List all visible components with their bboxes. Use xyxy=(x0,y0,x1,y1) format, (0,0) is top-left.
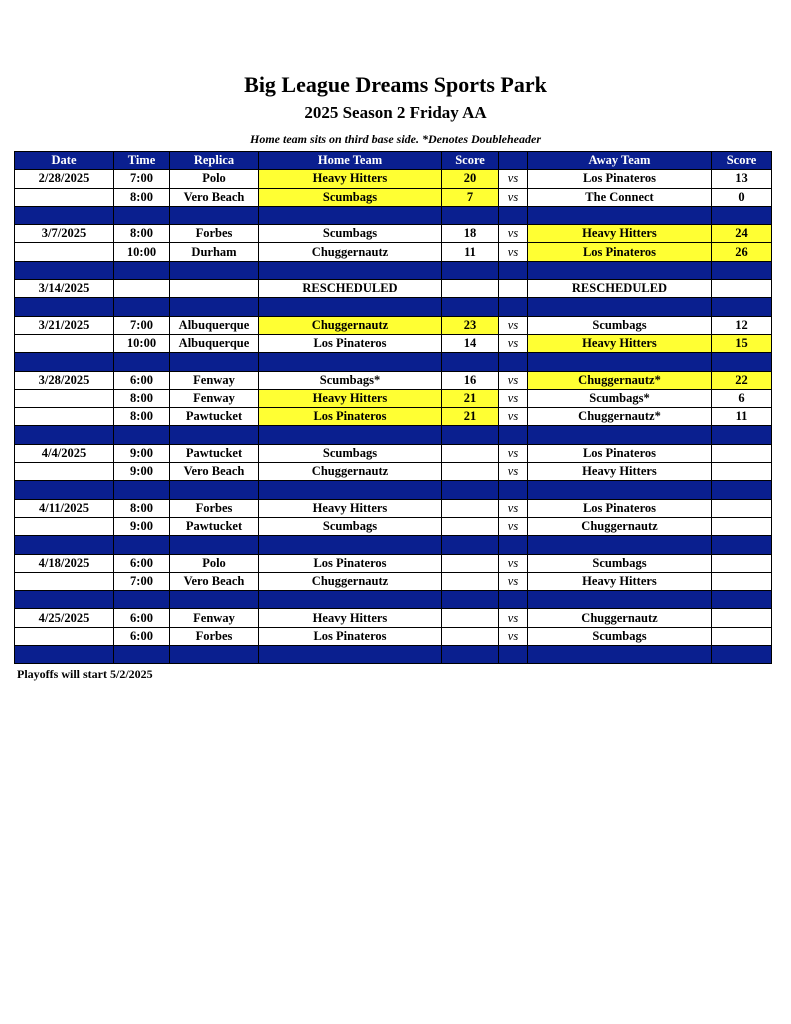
table-row xyxy=(15,572,772,590)
cell-replica: Fenway xyxy=(170,389,259,407)
cell-replica: Albuquerque xyxy=(170,334,259,352)
cell-away-score: 26 xyxy=(712,243,772,261)
separator-cell xyxy=(442,206,499,224)
cell-vs: vs xyxy=(499,188,528,206)
cell-home-score xyxy=(442,280,499,298)
separator-cell xyxy=(712,353,772,371)
separator-cell xyxy=(442,261,499,279)
cell-home-score: 18 xyxy=(442,225,499,243)
separator-cell xyxy=(15,536,114,554)
cell-time: 8:00 xyxy=(114,499,170,517)
cell-vs: vs xyxy=(499,334,528,352)
cell-away-score xyxy=(712,280,772,298)
cell-away-score: 6 xyxy=(712,389,772,407)
table-row xyxy=(15,170,772,188)
cell-vs: vs xyxy=(499,389,528,407)
separator-cell xyxy=(170,353,259,371)
cell-away-team: Los Pinateros xyxy=(528,499,712,517)
col-date: Date xyxy=(15,152,114,170)
separator-cell xyxy=(170,536,259,554)
separator-cell xyxy=(15,646,114,664)
cell-date: 3/14/2025 xyxy=(15,280,114,298)
cell-home-team: RESCHEDULED xyxy=(259,280,442,298)
cell-time: 8:00 xyxy=(114,188,170,206)
cell-home-score xyxy=(442,554,499,572)
cell-time: 9:00 xyxy=(114,444,170,462)
cell-replica: Albuquerque xyxy=(170,316,259,334)
cell-time: 10:00 xyxy=(114,334,170,352)
separator-cell xyxy=(170,298,259,316)
table-row xyxy=(15,389,772,407)
cell-vs: vs xyxy=(499,572,528,590)
col-time: Time xyxy=(114,152,170,170)
separator-cell xyxy=(114,646,170,664)
separator-cell xyxy=(528,591,712,609)
cell-away-team: Chuggernautz* xyxy=(528,408,712,426)
schedule-table xyxy=(14,151,772,664)
cell-replica: Vero Beach xyxy=(170,572,259,590)
separator-row xyxy=(15,426,772,444)
cell-away-score xyxy=(712,572,772,590)
cell-away-team: Scumbags* xyxy=(528,389,712,407)
table-row xyxy=(15,408,772,426)
cell-away-score xyxy=(712,444,772,462)
cell-date: 3/7/2025 xyxy=(15,225,114,243)
separator-cell xyxy=(170,261,259,279)
separator-row xyxy=(15,646,772,664)
separator-cell xyxy=(170,426,259,444)
separator-cell xyxy=(15,591,114,609)
cell-away-score xyxy=(712,609,772,627)
cell-vs: vs xyxy=(499,316,528,334)
table-row xyxy=(15,609,772,627)
separator-cell xyxy=(259,481,442,499)
separator-cell xyxy=(114,536,170,554)
cell-date xyxy=(15,188,114,206)
cell-away-team: Heavy Hitters xyxy=(528,225,712,243)
playoffs-note: Playoffs will start 5/2/2025 xyxy=(17,667,153,681)
cell-time: 8:00 xyxy=(114,408,170,426)
separator-cell xyxy=(528,353,712,371)
cell-away-team: Los Pinateros xyxy=(528,170,712,188)
cell-vs: vs xyxy=(499,554,528,572)
separator-cell xyxy=(259,426,442,444)
separator-cell xyxy=(712,591,772,609)
cell-replica: Forbes xyxy=(170,499,259,517)
table-row xyxy=(15,243,772,261)
cell-home-team: Los Pinateros xyxy=(259,627,442,645)
cell-away-team: Scumbags xyxy=(528,554,712,572)
separator-row xyxy=(15,206,772,224)
cell-replica: Fenway xyxy=(170,609,259,627)
separator-cell xyxy=(259,591,442,609)
cell-home-team: Scumbags xyxy=(259,517,442,535)
separator-cell xyxy=(442,481,499,499)
cell-away-team: Chuggernautz xyxy=(528,517,712,535)
cell-time: 8:00 xyxy=(114,389,170,407)
separator-cell xyxy=(15,261,114,279)
separator-cell xyxy=(499,298,528,316)
cell-away-score xyxy=(712,499,772,517)
col-home-score: Score xyxy=(442,152,499,170)
cell-home-team: Chuggernautz xyxy=(259,572,442,590)
separator-cell xyxy=(712,426,772,444)
separator-cell xyxy=(170,481,259,499)
cell-replica: Polo xyxy=(170,554,259,572)
cell-replica: Vero Beach xyxy=(170,463,259,481)
cell-date xyxy=(15,408,114,426)
cell-away-team: Heavy Hitters xyxy=(528,572,712,590)
cell-vs: vs xyxy=(499,225,528,243)
cell-home-team: Chuggernautz xyxy=(259,316,442,334)
cell-home-score xyxy=(442,572,499,590)
table-row xyxy=(15,627,772,645)
cell-replica: Vero Beach xyxy=(170,188,259,206)
col-replica: Replica xyxy=(170,152,259,170)
cell-home-team: Heavy Hitters xyxy=(259,389,442,407)
cell-time: 6:00 xyxy=(114,371,170,389)
cell-vs: vs xyxy=(499,499,528,517)
separator-cell xyxy=(259,353,442,371)
cell-time: 9:00 xyxy=(114,463,170,481)
cell-date xyxy=(15,243,114,261)
table-row xyxy=(15,463,772,481)
separator-cell xyxy=(442,536,499,554)
separator-cell xyxy=(114,591,170,609)
cell-home-score xyxy=(442,444,499,462)
cell-away-team: Chuggernautz xyxy=(528,609,712,627)
separator-row xyxy=(15,591,772,609)
separator-cell xyxy=(499,646,528,664)
cell-time: 6:00 xyxy=(114,609,170,627)
cell-replica: Polo xyxy=(170,170,259,188)
cell-replica: Pawtucket xyxy=(170,444,259,462)
table-row xyxy=(15,225,772,243)
cell-date xyxy=(15,334,114,352)
cell-home-score xyxy=(442,463,499,481)
cell-away-score xyxy=(712,463,772,481)
separator-row xyxy=(15,298,772,316)
cell-vs: vs xyxy=(499,463,528,481)
separator-cell xyxy=(528,536,712,554)
cell-away-score xyxy=(712,627,772,645)
table-row xyxy=(15,316,772,334)
cell-away-team: Heavy Hitters xyxy=(528,463,712,481)
separator-cell xyxy=(528,481,712,499)
separator-cell xyxy=(499,206,528,224)
cell-date: 4/18/2025 xyxy=(15,554,114,572)
separator-cell xyxy=(170,646,259,664)
cell-away-score: 13 xyxy=(712,170,772,188)
table-row xyxy=(15,444,772,462)
separator-cell xyxy=(114,206,170,224)
cell-home-team: Scumbags xyxy=(259,225,442,243)
cell-time: 7:00 xyxy=(114,170,170,188)
cell-replica: Forbes xyxy=(170,225,259,243)
cell-date: 3/21/2025 xyxy=(15,316,114,334)
separator-cell xyxy=(499,261,528,279)
page-title: Big League Dreams Sports Park xyxy=(244,72,547,97)
cell-replica: Forbes xyxy=(170,627,259,645)
cell-home-score: 14 xyxy=(442,334,499,352)
table-row xyxy=(15,499,772,517)
cell-date: 4/4/2025 xyxy=(15,444,114,462)
table-row xyxy=(15,371,772,389)
table-row xyxy=(15,188,772,206)
separator-cell xyxy=(528,646,712,664)
separator-row xyxy=(15,261,772,279)
separator-cell xyxy=(114,298,170,316)
cell-away-team: The Connect xyxy=(528,188,712,206)
separator-cell xyxy=(114,426,170,444)
cell-date xyxy=(15,463,114,481)
cell-home-score xyxy=(442,517,499,535)
cell-away-score xyxy=(712,554,772,572)
cell-home-score: 21 xyxy=(442,408,499,426)
separator-cell xyxy=(499,481,528,499)
cell-home-score: 20 xyxy=(442,170,499,188)
cell-home-team: Los Pinateros xyxy=(259,554,442,572)
separator-cell xyxy=(442,426,499,444)
cell-vs: vs xyxy=(499,243,528,261)
cell-home-team: Scumbags xyxy=(259,188,442,206)
cell-home-team: Heavy Hitters xyxy=(259,170,442,188)
cell-away-score: 0 xyxy=(712,188,772,206)
separator-cell xyxy=(15,298,114,316)
separator-cell xyxy=(528,261,712,279)
separator-cell xyxy=(259,646,442,664)
separator-cell xyxy=(259,536,442,554)
col-home-team: Home Team xyxy=(259,152,442,170)
separator-cell xyxy=(15,353,114,371)
cell-replica: Pawtucket xyxy=(170,408,259,426)
cell-time: 9:00 xyxy=(114,517,170,535)
cell-home-team: Scumbags xyxy=(259,444,442,462)
separator-cell xyxy=(712,298,772,316)
col-away-team: Away Team xyxy=(528,152,712,170)
separator-cell xyxy=(712,646,772,664)
cell-away-score: 12 xyxy=(712,316,772,334)
cell-date: 4/25/2025 xyxy=(15,609,114,627)
col-away-score: Score xyxy=(712,152,772,170)
cell-vs: vs xyxy=(499,371,528,389)
separator-cell xyxy=(259,298,442,316)
cell-time: 10:00 xyxy=(114,243,170,261)
separator-cell xyxy=(259,261,442,279)
cell-home-team: Los Pinateros xyxy=(259,408,442,426)
cell-away-score: 24 xyxy=(712,225,772,243)
cell-vs: vs xyxy=(499,444,528,462)
cell-replica xyxy=(170,280,259,298)
separator-cell xyxy=(259,206,442,224)
page-subtitle: 2025 Season 2 Friday AA xyxy=(304,103,487,122)
separator-cell xyxy=(499,353,528,371)
cell-vs: vs xyxy=(499,517,528,535)
cell-home-team: Scumbags* xyxy=(259,371,442,389)
schedule-note: Home team sits on third base side. *Denotes Doubleheader xyxy=(250,132,541,146)
cell-home-score: 11 xyxy=(442,243,499,261)
cell-date xyxy=(15,572,114,590)
header-row xyxy=(15,152,772,170)
cell-vs: vs xyxy=(499,408,528,426)
cell-date xyxy=(15,517,114,535)
cell-time: 7:00 xyxy=(114,572,170,590)
separator-cell xyxy=(114,261,170,279)
cell-away-team: Los Pinateros xyxy=(528,444,712,462)
cell-away-team: Scumbags xyxy=(528,627,712,645)
separator-cell xyxy=(170,206,259,224)
separator-cell xyxy=(528,298,712,316)
separator-row xyxy=(15,481,772,499)
table-row xyxy=(15,280,772,298)
cell-home-score: 23 xyxy=(442,316,499,334)
cell-away-team: Scumbags xyxy=(528,316,712,334)
separator-cell xyxy=(114,353,170,371)
table-row xyxy=(15,517,772,535)
table-row xyxy=(15,334,772,352)
separator-cell xyxy=(499,426,528,444)
separator-cell xyxy=(712,206,772,224)
separator-cell xyxy=(442,646,499,664)
separator-row xyxy=(15,536,772,554)
separator-row xyxy=(15,353,772,371)
cell-home-score: 7 xyxy=(442,188,499,206)
separator-cell xyxy=(712,481,772,499)
col-vs xyxy=(499,152,528,170)
cell-vs: vs xyxy=(499,170,528,188)
cell-replica: Fenway xyxy=(170,371,259,389)
separator-cell xyxy=(15,426,114,444)
cell-home-score xyxy=(442,499,499,517)
cell-away-score: 11 xyxy=(712,408,772,426)
cell-time: 7:00 xyxy=(114,316,170,334)
cell-home-score xyxy=(442,609,499,627)
cell-home-team: Heavy Hitters xyxy=(259,609,442,627)
cell-home-score xyxy=(442,627,499,645)
cell-away-score xyxy=(712,517,772,535)
cell-time: 8:00 xyxy=(114,225,170,243)
cell-vs xyxy=(499,280,528,298)
cell-time xyxy=(114,280,170,298)
separator-cell xyxy=(712,536,772,554)
cell-away-team: Heavy Hitters xyxy=(528,334,712,352)
cell-home-score: 21 xyxy=(442,389,499,407)
separator-cell xyxy=(499,536,528,554)
cell-home-team: Heavy Hitters xyxy=(259,499,442,517)
cell-vs: vs xyxy=(499,627,528,645)
separator-cell xyxy=(170,591,259,609)
cell-away-team: RESCHEDULED xyxy=(528,280,712,298)
cell-away-team: Los Pinateros xyxy=(528,243,712,261)
separator-cell xyxy=(499,591,528,609)
separator-cell xyxy=(442,353,499,371)
separator-cell xyxy=(528,426,712,444)
cell-home-team: Chuggernautz xyxy=(259,463,442,481)
cell-vs: vs xyxy=(499,609,528,627)
cell-home-team: Chuggernautz xyxy=(259,243,442,261)
table-row xyxy=(15,554,772,572)
cell-time: 6:00 xyxy=(114,627,170,645)
separator-cell xyxy=(15,206,114,224)
separator-cell xyxy=(528,206,712,224)
cell-replica: Pawtucket xyxy=(170,517,259,535)
cell-home-team: Los Pinateros xyxy=(259,334,442,352)
cell-time: 6:00 xyxy=(114,554,170,572)
cell-date: 4/11/2025 xyxy=(15,499,114,517)
cell-date: 2/28/2025 xyxy=(15,170,114,188)
cell-away-team: Chuggernautz* xyxy=(528,371,712,389)
separator-cell xyxy=(442,591,499,609)
cell-replica: Durham xyxy=(170,243,259,261)
cell-date xyxy=(15,627,114,645)
cell-date xyxy=(15,389,114,407)
cell-home-score: 16 xyxy=(442,371,499,389)
cell-date: 3/28/2025 xyxy=(15,371,114,389)
separator-cell xyxy=(442,298,499,316)
separator-cell xyxy=(114,481,170,499)
cell-away-score: 22 xyxy=(712,371,772,389)
separator-cell xyxy=(712,261,772,279)
separator-cell xyxy=(15,481,114,499)
cell-away-score: 15 xyxy=(712,334,772,352)
